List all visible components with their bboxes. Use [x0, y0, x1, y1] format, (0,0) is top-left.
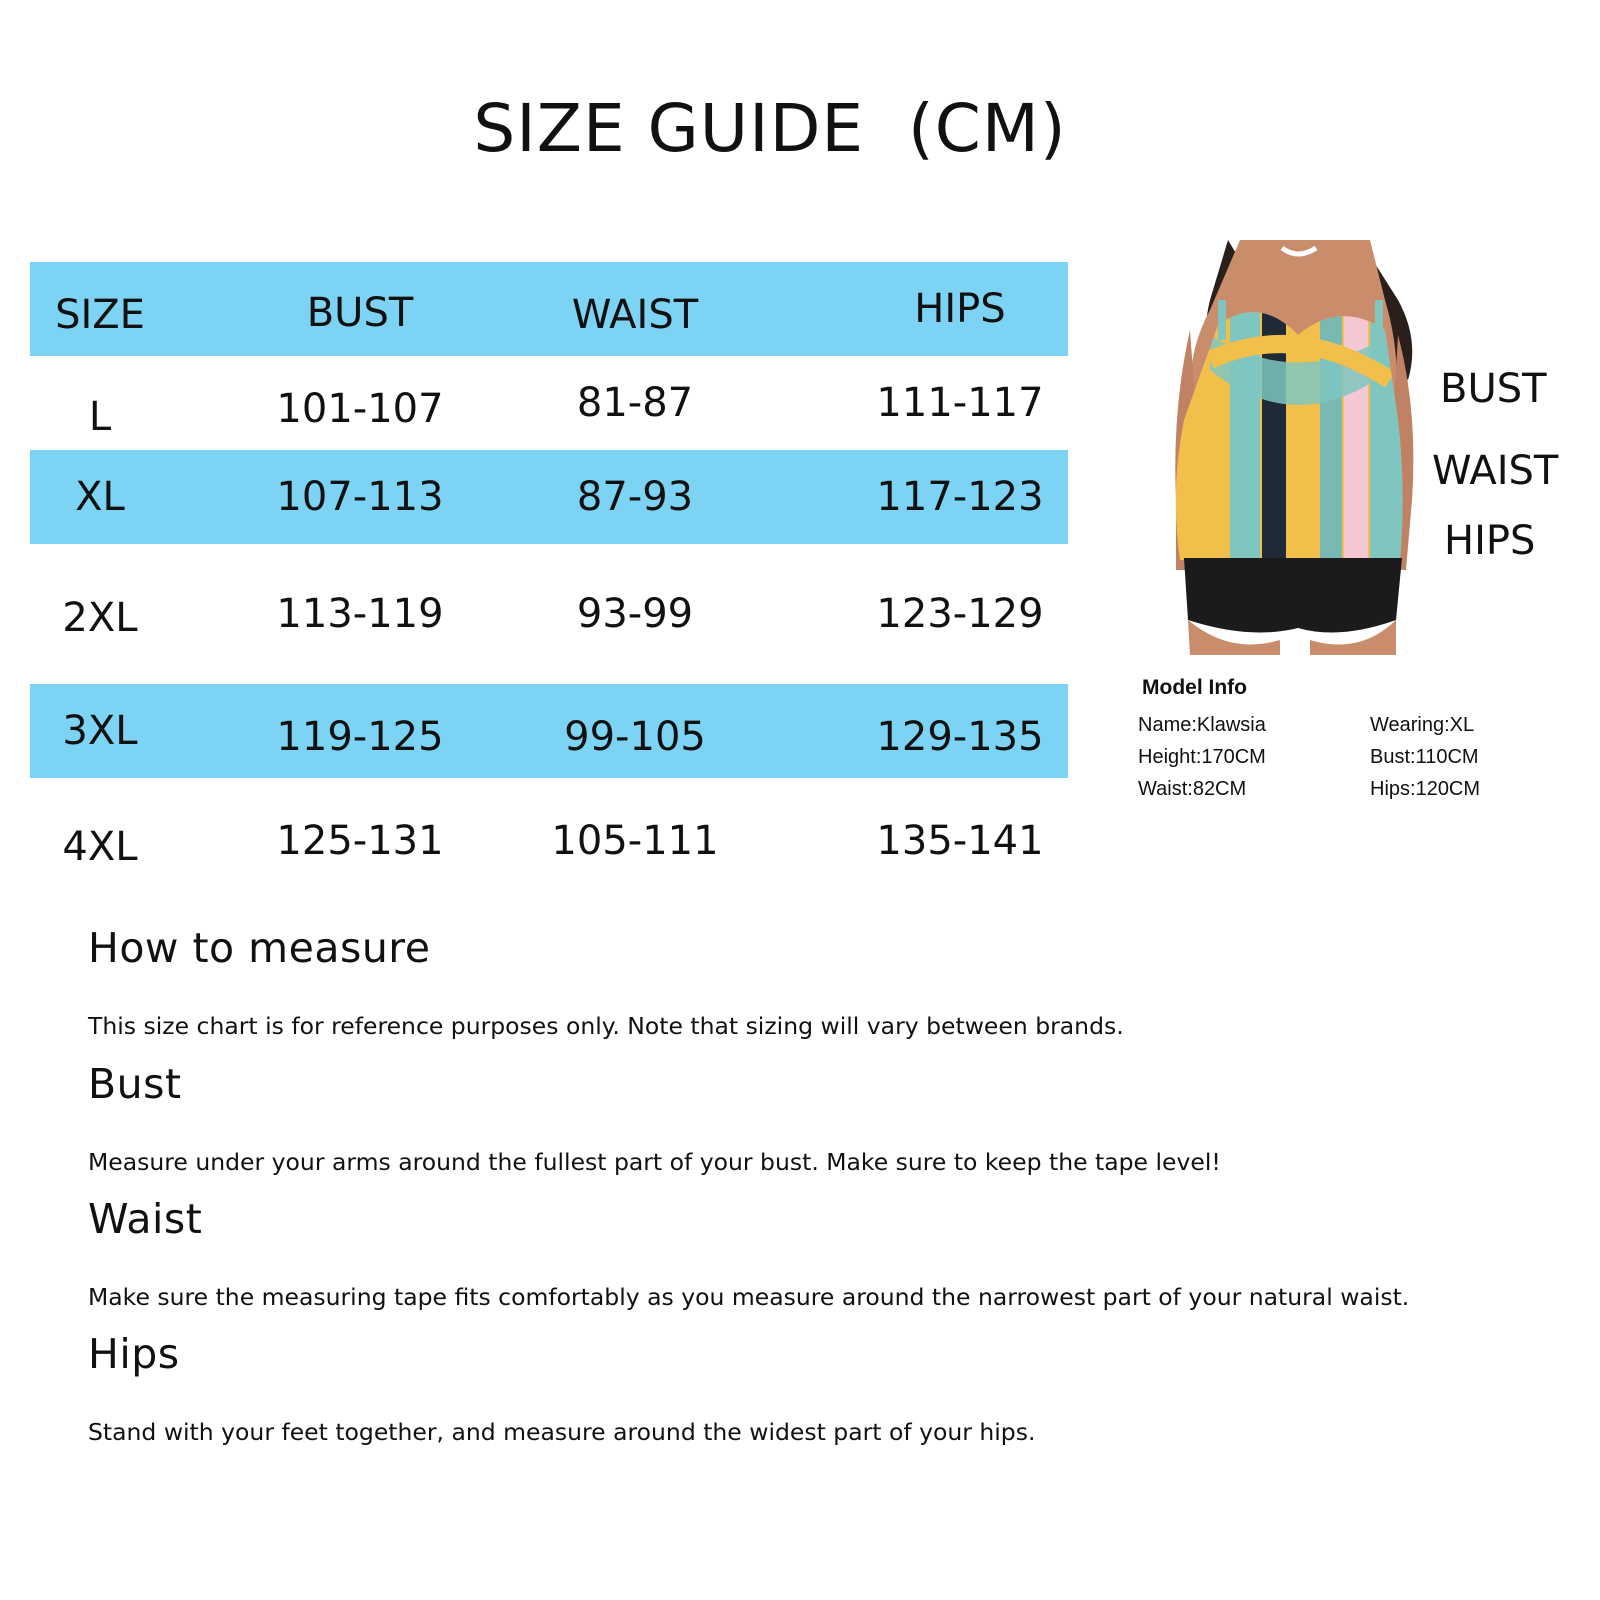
bust-label: BUST — [1440, 366, 1547, 412]
bust-heading: Bust — [88, 1060, 182, 1108]
model-waist: Waist:82CM — [1138, 778, 1247, 800]
model-height: Height:170CM — [1138, 746, 1266, 768]
hips-heading: Hips — [88, 1330, 180, 1378]
table-header-row — [30, 262, 1068, 356]
waist-cell: 105-111 — [551, 818, 719, 864]
how-to-measure-heading-block — [88, 924, 1568, 972]
header-waist: WAIST — [571, 292, 699, 338]
hips-cell: 117-123 — [876, 474, 1044, 520]
size-cell: 3XL — [62, 708, 138, 754]
table-row — [30, 684, 1068, 778]
model-bust: Bust:110CM — [1370, 746, 1479, 768]
table-row — [30, 778, 1068, 904]
how-to-measure-intro-block — [88, 1012, 1568, 1040]
bust-cell: 101-107 — [276, 386, 444, 432]
model-info — [1138, 676, 1558, 814]
waist-label: WAIST — [1432, 448, 1559, 494]
model-name: Name:Klawsia — [1138, 714, 1266, 736]
hips-cell: 129-135 — [876, 714, 1044, 760]
hips-label: HIPS — [1444, 518, 1536, 564]
header-bust: BUST — [306, 290, 414, 336]
bust-cell: 119-125 — [276, 714, 444, 760]
bust-instructions: Measure under your arms around the fullest part of your bust. Make sure to keep the tape level! — [88, 1148, 1221, 1176]
bust-cell: 113-119 — [276, 591, 444, 637]
size-cell: 2XL — [62, 595, 138, 641]
header-size: SIZE — [55, 292, 145, 338]
model-info-title: Model Info — [1142, 676, 1247, 699]
model-hips: Hips:120CM — [1370, 778, 1481, 800]
waist-cell: 99-105 — [564, 714, 706, 760]
size-cell: 4XL — [62, 824, 138, 870]
bust-instructions-block — [88, 1148, 1568, 1176]
bust-cell: 125-131 — [276, 818, 444, 864]
table-row — [30, 356, 1068, 450]
waist-instructions-block — [88, 1283, 1568, 1311]
hips-instructions: Stand with your feet together, and measure around the widest part of your hips. — [88, 1418, 1036, 1446]
bust-section — [88, 1060, 1568, 1108]
waist-cell: 93-99 — [576, 591, 694, 637]
hips-section — [88, 1330, 1568, 1378]
how-to-measure-intro: This size chart is for reference purposes only. Note that sizing will vary between brands. — [88, 1012, 1124, 1040]
page-title: SIZE GUIDE (CM) — [473, 90, 1067, 167]
hips-cell: 123-129 — [876, 591, 1044, 637]
model-photo — [1170, 240, 1425, 655]
model-wearing: Wearing:XL — [1370, 714, 1475, 736]
size-cell: XL — [75, 474, 125, 520]
waist-heading: Waist — [88, 1195, 203, 1243]
bust-cell: 107-113 — [276, 474, 444, 520]
hips-cell: 135-141 — [876, 818, 1044, 864]
table-row — [30, 450, 1068, 544]
waist-instructions: Make sure the measuring tape fits comfortably as you measure around the narrowest part of your natural waist. — [88, 1283, 1410, 1311]
header-hips: HIPS — [914, 286, 1006, 332]
hips-cell: 111-117 — [876, 380, 1044, 426]
how-to-measure-heading: How to measure — [88, 924, 431, 972]
hips-instructions-block — [88, 1418, 1568, 1446]
size-cell: L — [88, 394, 112, 440]
size-table — [30, 262, 1068, 904]
waist-section — [88, 1195, 1568, 1243]
table-row — [30, 544, 1068, 684]
waist-cell: 87-93 — [576, 474, 694, 520]
waist-cell: 81-87 — [576, 380, 694, 426]
model-info-details — [1138, 714, 1558, 814]
